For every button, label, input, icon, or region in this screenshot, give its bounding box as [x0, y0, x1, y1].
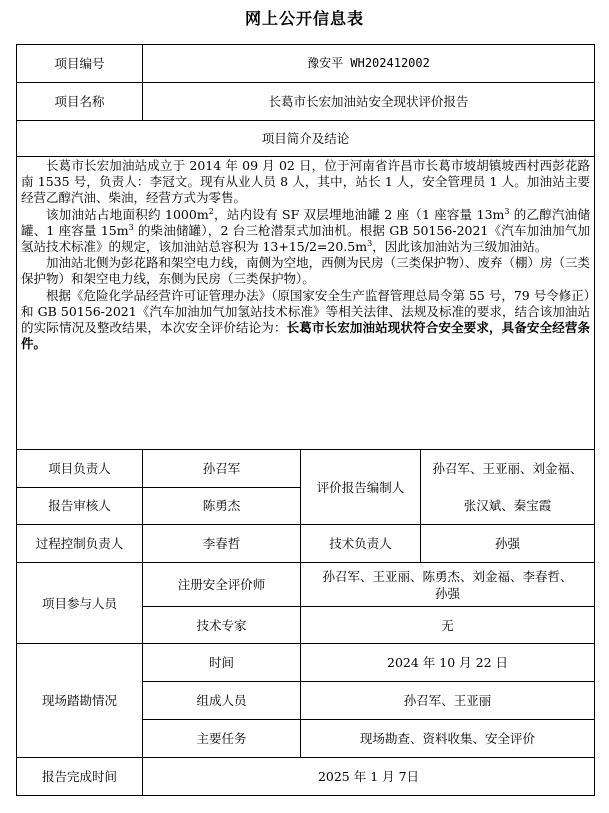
- compiler-value: [421, 450, 595, 525]
- completion-label: 报告完成时间: [17, 758, 143, 796]
- row-summary-body: [17, 157, 595, 450]
- survey-time-label: 时间: [143, 644, 301, 682]
- reviewer-value: 陈勇杰: [143, 487, 301, 525]
- row-project-no: [17, 45, 595, 83]
- survey-members-label: 组成人员: [143, 682, 301, 720]
- survey-members-value: 孙召军、王亚丽: [301, 682, 595, 720]
- summary-body: [17, 157, 595, 450]
- tech-value: 孙强: [421, 525, 595, 563]
- process-value: 李春哲: [143, 525, 301, 563]
- summary-p2-text-d: 的柴油储罐），2 台三枪潜泵式加油机。根据 GB 50156-2021《汽车加油加气加氢站技术标准》的规定，该加油站总容积为 13+15/2=20.5m: [21, 222, 590, 255]
- project-no-value: 豫安平 WH202412002: [143, 45, 595, 83]
- leader-label: 项目负责人: [17, 450, 143, 488]
- leader-value: 孙召军: [143, 450, 301, 488]
- row-assessors: [17, 563, 595, 607]
- summary-heading: 项目简介及结论: [17, 121, 595, 157]
- summary-p4-text: 根据《危险化学品经营许可证管理办法》（原国家安全生产监督管理总局令第 55 号，79 号令修正）和 GB 50156-2021《汽车加油加气加氢站技术标准》等相关法律、法规及标准的要求，结合该加油站的实际情况及整改结果，本次安全评价结论为：: [21, 287, 591, 336]
- superscript: 2: [208, 206, 214, 216]
- summary-paragraph-2: [21, 207, 590, 256]
- survey-label: 现场踏勘情况: [17, 644, 143, 758]
- row-project-name: [17, 83, 595, 121]
- survey-tasks-label: 主要任务: [143, 720, 301, 758]
- row-completion: [17, 758, 595, 796]
- summary-p2-text-c: 的乙醇汽油储罐、1 座容量 15m: [21, 206, 591, 238]
- tech-label: 技术负责人: [301, 525, 421, 563]
- participants-label: 项目参与人员: [17, 563, 143, 644]
- assessor-label: 注册安全评价师: [143, 563, 301, 607]
- survey-time-value: 2024 年 10 月 22 日: [301, 644, 595, 682]
- project-name-label: 项目名称: [17, 83, 143, 121]
- summary-paragraph-4: [21, 288, 590, 353]
- info-table: [16, 44, 595, 796]
- superscript: 3: [128, 222, 134, 232]
- completion-value: 2025 年 1 月 7日: [143, 758, 595, 796]
- summary-conclusion: 长葛市长宏加油站现状符合安全要求，具备安全经营条件。: [21, 320, 591, 352]
- summary-paragraph-3: 加油站北侧为彭花路和架空电力线，南侧为空地，西侧为民房（三类保护物）、废弃（棚）房（三类保护物）和架空电力线，东侧为民房（三类保护物）。: [21, 255, 591, 287]
- row-process-control: [17, 525, 595, 563]
- compilers-line-1: 孙召军、王亚丽、刘金福、: [432, 461, 583, 476]
- row-summary-heading: [17, 121, 595, 157]
- compilers-line-2: 张汉斌、秦宝霞: [463, 498, 552, 513]
- summary-paragraph-1: 长葛市长宏加油站成立于 2014 年 09 月 02 日，位于河南省许昌市长葛市坡胡镇坡西村西彭花路南 1535 号，负责人：李冠文。现有从业人员 8 人，其中，站长 1 人，安全管理员 1 人。加油站主要经营乙醇汽油、柴油，经营方式为零售。: [21, 158, 591, 206]
- assessors-line-2: 孙强: [435, 585, 461, 601]
- superscript: 3: [504, 206, 510, 216]
- expert-label: 技术专家: [143, 607, 301, 644]
- project-name-value: 长葛市长宏加油站安全现状评价报告: [143, 83, 595, 121]
- process-label: 过程控制负责人: [17, 525, 143, 563]
- page-title: 网上公开信息表: [244, 9, 364, 28]
- row-survey-time: [17, 644, 595, 682]
- assessors-line-1: 孙召军、王亚丽、陈勇杰、刘金福、李春哲、: [322, 568, 573, 584]
- summary-p2-text-b: ，站内设有 SF 双层埋地油罐 2 座（1 座容量 13m: [213, 206, 505, 222]
- compiler-label: 评价报告编制人: [301, 450, 421, 525]
- survey-tasks-value: 现场勘查、资料收集、安全评价: [301, 720, 595, 758]
- row-leader: [17, 450, 595, 488]
- summary-p2-text-a: 该加油站占地面积约 1000m: [46, 206, 209, 222]
- summary-p2-text-e: ，因此该加油站为三级加油站。: [372, 239, 548, 255]
- assessor-value: [301, 563, 595, 607]
- superscript: 3: [367, 238, 373, 248]
- reviewer-label: 报告审核人: [17, 487, 143, 525]
- project-no-label: 项目编号: [17, 45, 143, 83]
- expert-value: 无: [301, 607, 595, 644]
